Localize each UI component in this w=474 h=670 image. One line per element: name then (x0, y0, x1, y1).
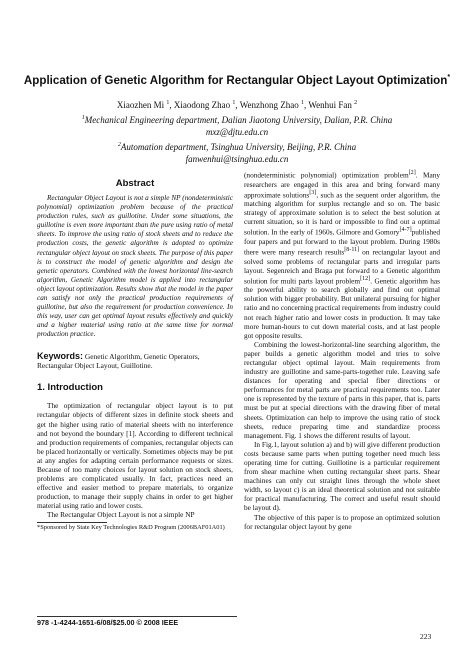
keywords-label: Keywords: (37, 350, 84, 361)
author-name: Xiaodong Zhao (173, 100, 231, 110)
left-column (37, 176, 233, 532)
author-block (20, 97, 454, 166)
section-heading-introduction: 1. Introduction (37, 382, 103, 394)
author-list: Xiaozhen Mi $^1$, Xiaodong Zhao $^1$, Wenzhong Zhao $^1$, Wenhui Fan $^2$ (116, 100, 358, 110)
right-paragraph-2: Combining the lowest-horizontal-line searching algorithm, the paper builds a genetic algorithm model and tries to solve rectangular object optimal layout. Main requirements from industry are guillotine and same-parts-together rule. Leaving safe distances for operating and special fiber directions or performances for metal parts are practical requirements too. Later one is represented by the texture of parts in this paper, that is, parts must be put at special directions with the drawing fiber of metal sheets. Optimization can help to improve the using ratio of stock sheets, reduce preparing time and standardize process management. Fig. 1 shows the different results of layout. (244, 339, 440, 440)
email-2: fanwenhui@tsinghua.edu.cn (185, 154, 289, 165)
intro-paragraph-1: The optimization of rectangular object layout is to put rectangular objects of different sizes in definite stock sheets and get the higher using ratio of material sheets with no interference and not beyond the boundary [1]. According to different technical and production requirements of companies, rectangular objects can be placed horizontally or vertically. Sometimes objects may be put at any angles for adapting certain performance requests or sizes. Because of too many choices for layout solution on stock sheets, problems are complicated usually. In fact, practices need an effective and easier method to prepare materials, to organize production, to manage their supply chains in order to get higher material using ratio and lower costs. (37, 401, 233, 511)
author-name: Wenhui Fan (308, 100, 352, 110)
footer-divider (37, 616, 237, 617)
author-name: Xiaozhen Mi (116, 100, 165, 110)
right-paragraph-4: The objective of this paper is to propose an optimized solution for rectangular object layout by gene (244, 512, 440, 531)
page-number: 223 (420, 632, 432, 641)
title-footnote-mark: * (447, 74, 451, 82)
right-paragraph-3: In Fig.1, layout solution a) and b) will give different production costs because same parts when putting together need much less operating time for cutting. Guillotine is a particular requirement from shear machine when cutting rectangular sheet parts. Shear machines can only cut straight lines through the whole sheet width, so layout c) is an ideal theoretical solution and not suitable for practical manufacturing. The correct and useful result should be layout d). (244, 439, 440, 513)
keywords-text: Genetic Algorithm, Genetic Operators, Rectangular Object Layout, Guillotine. (37, 351, 200, 370)
abstract-text: Rectangular Object Layout is not a simple NP (nondeterministic polynomial) optimization problem because of the practical production rules, such as guillotine. Under some situations, the guillotine is even more important than the pure using ratio of metal sheets. To improve the using ratio of stock sheets and to reduce the production costs, the genetic algorithm is adopted to optimize rectangular object layout on stock sheets. The purpose of this paper is to construct the model of genetic algorithm and design the genetic operators. Combined with the lowest horizontal line-search algorithm, Genetic Algorithm model is applied into rectangular object layout optimization. Results show that the model in the paper can satisfy not only the practical production requirements of guillotine, but also the requirement for production convenience. In this way, user can get optimal layout results effectively and quickly and a higher material using ratio at the same time for normal production practice. (37, 194, 233, 339)
right-column (244, 169, 440, 531)
email-1: mxz@djtu.edu.cn (205, 127, 269, 138)
intro-paragraph-2: The Rectangular Object Layout is not a simple NP (47, 510, 195, 520)
keywords (37, 352, 233, 371)
author-name: Wenzhong Zhao (239, 100, 299, 110)
affiliation-2: $^2$Automation department, Tsinghua University, Beijing, P.R. China (117, 141, 357, 152)
paper-title: Application of Genetic Algorithm for Rectangular Object Layout Optimization* (23, 74, 451, 87)
abstract-heading: Abstract (115, 178, 155, 189)
footnote-divider (37, 522, 107, 523)
footnote: *Sponsored by State Key Technologies R&D Program (2006BAF01A01) (37, 523, 225, 531)
affiliation-1: $^1$Mechanical Engineering department, Dalian Jiaotong University, Dalian, P.R. China (81, 114, 393, 125)
right-paragraph-1: (nondeterministic polynomial) optimization problem[2]. Many researchers are engaged in this area and bring forward many approximate solutions[3], such as the sequent order algorithm, the matching algorithm for surplus rectangle and so on. The basic strategy of approximate solution is to select the best solution at current situation, so it is hard or impossible to find out a optimal solution. In the early of 1960s, Gilmore and Gomory[4-7]published four papers and put forward to the layout problem. During 1980s there were many research results[8-11] on rectangular layout and solved some problems of rectangular parts and irregular parts layout. Segenreich and Braga put forward to a Genetic algorithm solution for multi parts layout problem[12]. Genetic algorithm has the powerful ability to search globally and find out optimal solution with bigger probability. But unilateral pursuing for higher ratio and no concerning practical requirements from industry could not reach higher ratio and lower costs in production. It may take more human-hours to cut down material costs, and at last people got opposite results. (244, 170, 440, 340)
isbn-line: 978 -1-4244-1651-6/08/$25.00 © 2008 IEEE (37, 618, 179, 627)
